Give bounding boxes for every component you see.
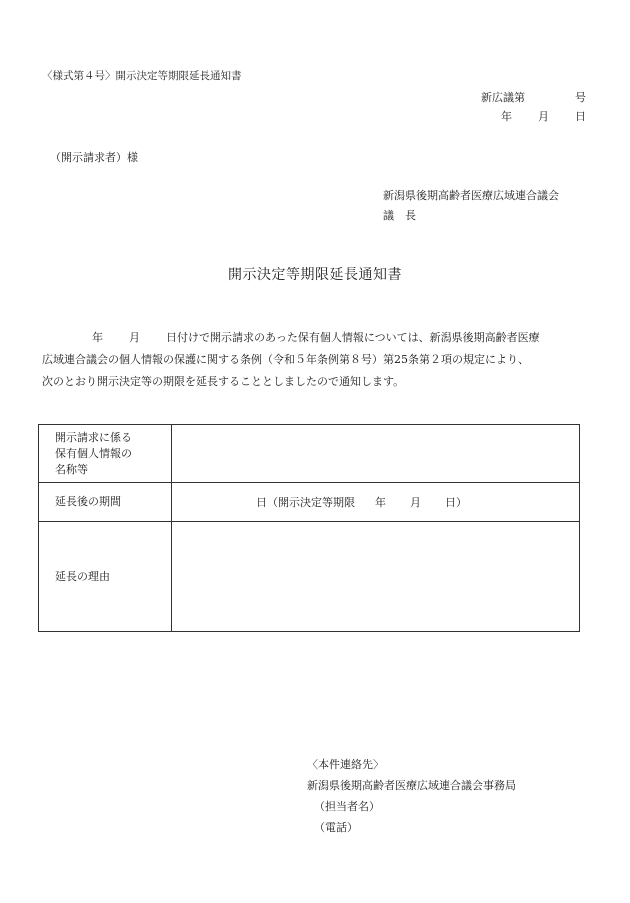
- date-year-label: 年: [501, 110, 512, 123]
- document-title: 開示決定等期限延長通知書: [228, 267, 402, 283]
- contact-heading: 〈本件連絡先〉: [307, 758, 384, 771]
- period-deadline-label: （開示決定等期限: [267, 496, 355, 509]
- table-row-extended-period: [39, 483, 580, 522]
- body-year-label: 年: [92, 331, 103, 344]
- extension-reason-label: 延長の理由: [39, 522, 172, 632]
- issuer-title: 議 長: [383, 209, 416, 222]
- contact-office: 新潟県後期高齢者医療広域連合議会事務局: [307, 779, 516, 792]
- period-month-label: 月: [410, 496, 421, 509]
- info-name-label-line-3: 名称等: [55, 462, 88, 476]
- addressee: （開示請求者）様: [50, 151, 138, 164]
- document-number-prefix: 新広議第: [481, 91, 525, 104]
- table-row-extension-reason: [39, 522, 580, 632]
- date-month-label: 月: [538, 110, 549, 123]
- document-number: [481, 92, 586, 103]
- period-year-label: 年: [375, 496, 386, 509]
- notice-body-line-3: 次のとおり開示決定等の期限を延長することとしましたので通知します。: [42, 375, 405, 388]
- period-end-label: 日）: [445, 496, 467, 509]
- info-name-value: [172, 425, 580, 483]
- notice-body-line-2: 広域連合議会の個人情報の保護に関する条例（令和５年条例第８号）第25条第２項の規定により、: [42, 353, 529, 366]
- table-row-info-name: [39, 425, 580, 483]
- contact-person: （担当者名）: [314, 800, 380, 813]
- period-day-label: 日: [256, 496, 267, 509]
- notice-body: [42, 327, 592, 393]
- body-month-label: 月: [129, 331, 140, 344]
- extension-reason-value: [172, 522, 580, 632]
- notice-body-line-1: [42, 327, 592, 349]
- issuer-organization: 新潟県後期高齢者医療広域連合議会: [383, 189, 559, 202]
- extended-period-label: 延長後の期間: [39, 483, 172, 522]
- extended-period-value: [172, 483, 580, 522]
- document-date: [501, 111, 586, 122]
- contact-phone: （電話）: [314, 821, 358, 834]
- notice-table: [38, 424, 580, 632]
- info-name-label-line-2: 保有個人情報の: [55, 446, 132, 460]
- body-line-1-text: 日付けで開示請求のあった保有個人情報については、新潟県後期高齢者医療: [166, 331, 540, 344]
- info-name-label-line-1: 開示請求に係る: [55, 430, 132, 444]
- date-day-label: 日: [575, 110, 586, 123]
- document-number-suffix: 号: [575, 91, 586, 104]
- info-name-label: [39, 425, 172, 483]
- form-number-label: 〈様式第４号〉開示決定等期限延長通知書: [42, 70, 242, 82]
